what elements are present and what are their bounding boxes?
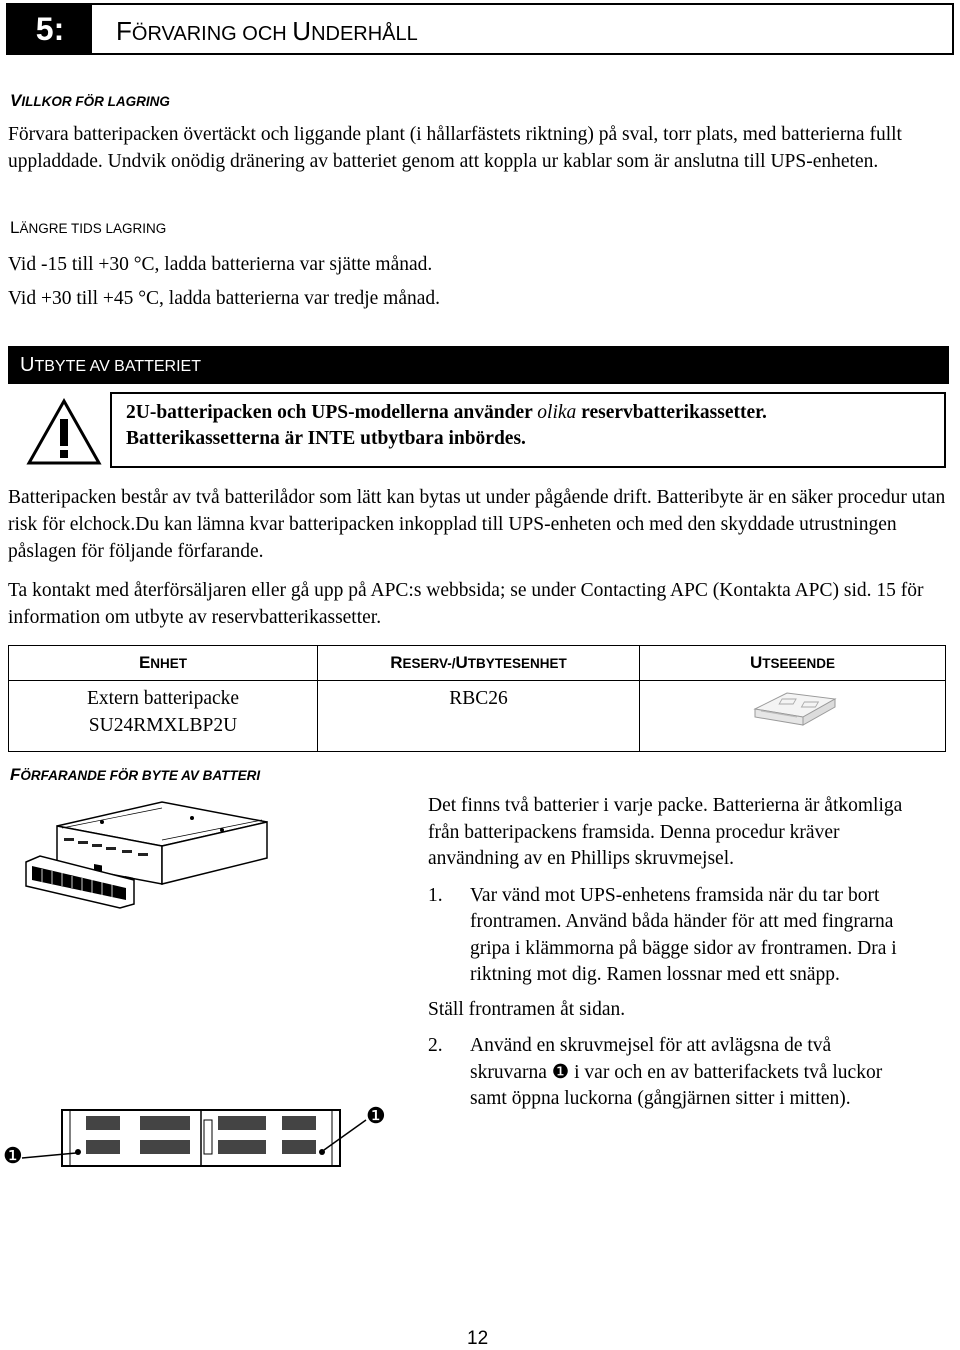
parts-table [8, 645, 946, 752]
warning-line-1: 2U-batteripacken och UPS-modellerna använder olika reservbatterikassetter. [126, 402, 767, 423]
table-row [9, 681, 946, 752]
step-2: 2. Använd en skruvmejsel för att avlägsna de två skruvarna ❶ i var och en av batterifackets två luckor samt öppna luckorna (gångjärnen sitter i mitten). [428, 1035, 883, 1109]
cell-replacement: RBC26 [318, 681, 640, 752]
warning-line-2: Batterikassetterna är INTE utbytbara inbördes. [126, 428, 526, 449]
long-storage-heading: LÄNGRE TIDS LAGRING [10, 218, 167, 237]
storage-line-2: Vid +30 till +45 °C, ladda batterierna var tredje månad. [8, 288, 441, 309]
storage-text: Förvara batteripacken övertäckt och liggande plant (i hållarfästets riktning) på sval, torr plats, med batterierna fullt uppladdade. Undvik onödig dränering av batteriet genom att koppla ur kablar som är anslutna till UPS-enheten. [8, 124, 902, 172]
procedure-text [428, 793, 908, 1113]
chapter-title: FÖRVARING OCH UNDERHÅLL [116, 16, 418, 46]
page-number: 12 [467, 1328, 489, 1349]
storage-line-1: Vid -15 till +30 °C, ladda batterierna var sjätte månad. [8, 254, 433, 275]
cell-unit: Extern batteripacke SU24RMXLBP2U [9, 681, 318, 752]
replace-paragraph-1: Batteripacken består av två batterilådor som lätt kan bytas ut under pågående drift. Batteribyte är en säker procedur utan risk för elchock.Du kan lämna kvar batteripacken inkopplad till UPS-enheten och med den skyddade utrustningen påslagen för följande förfarande. [8, 487, 946, 562]
procedure-heading: FÖRFARANDE FÖR BYTE AV BATTERI [10, 765, 261, 784]
step-1: 1. Var vänd mot UPS-enhetens framsida när du tar bort frontramen. Använd båda händer för att med fingrarna gripa i klämmorna på bägge sidor av frontramen. Dra i riktning mot dig. Ramen lossnar med ett snäpp. [428, 884, 897, 985]
section-heading-bar: UTBYTE AV BATTERIET [8, 346, 949, 384]
cell-appearance [640, 681, 946, 752]
replace-paragraph-2: Ta kontakt med återförsäljaren eller gå upp på APC:s webbsida; se under Contacting APC (Kontakta APC) sid. 15 för information om utbyte av reservbatterikassetter. [8, 580, 924, 628]
step-1-note: Ställ frontramen åt sidan. [428, 998, 626, 1020]
procedure-intro: Det finns två batterier i varje packe. Batterierna är åtkomliga från batteripackens framsida. Denna procedur kräver användning av en Phillips skruvmejsel. [428, 795, 903, 869]
battery-pack-illustration [22, 796, 272, 921]
warning-box [110, 392, 946, 468]
table-header-row [9, 646, 946, 681]
header-unit: ENHET [9, 646, 318, 681]
header-appearance: UTSEEENDE [640, 646, 946, 681]
front-panel-illustration [0, 1100, 400, 1190]
battery-cartridge-image [747, 687, 839, 729]
header-replacement: RESERV-/UTBYTESENHET [318, 646, 640, 681]
chapter-header [6, 3, 954, 55]
storage-heading: VILLKOR FÖR LAGRING [10, 91, 170, 110]
warning-icon [26, 397, 102, 467]
callout-marker-left: ❶ [3, 1143, 23, 1168]
chapter-number: 5: [8, 5, 92, 53]
callout-marker-right: ❶ [366, 1103, 386, 1128]
